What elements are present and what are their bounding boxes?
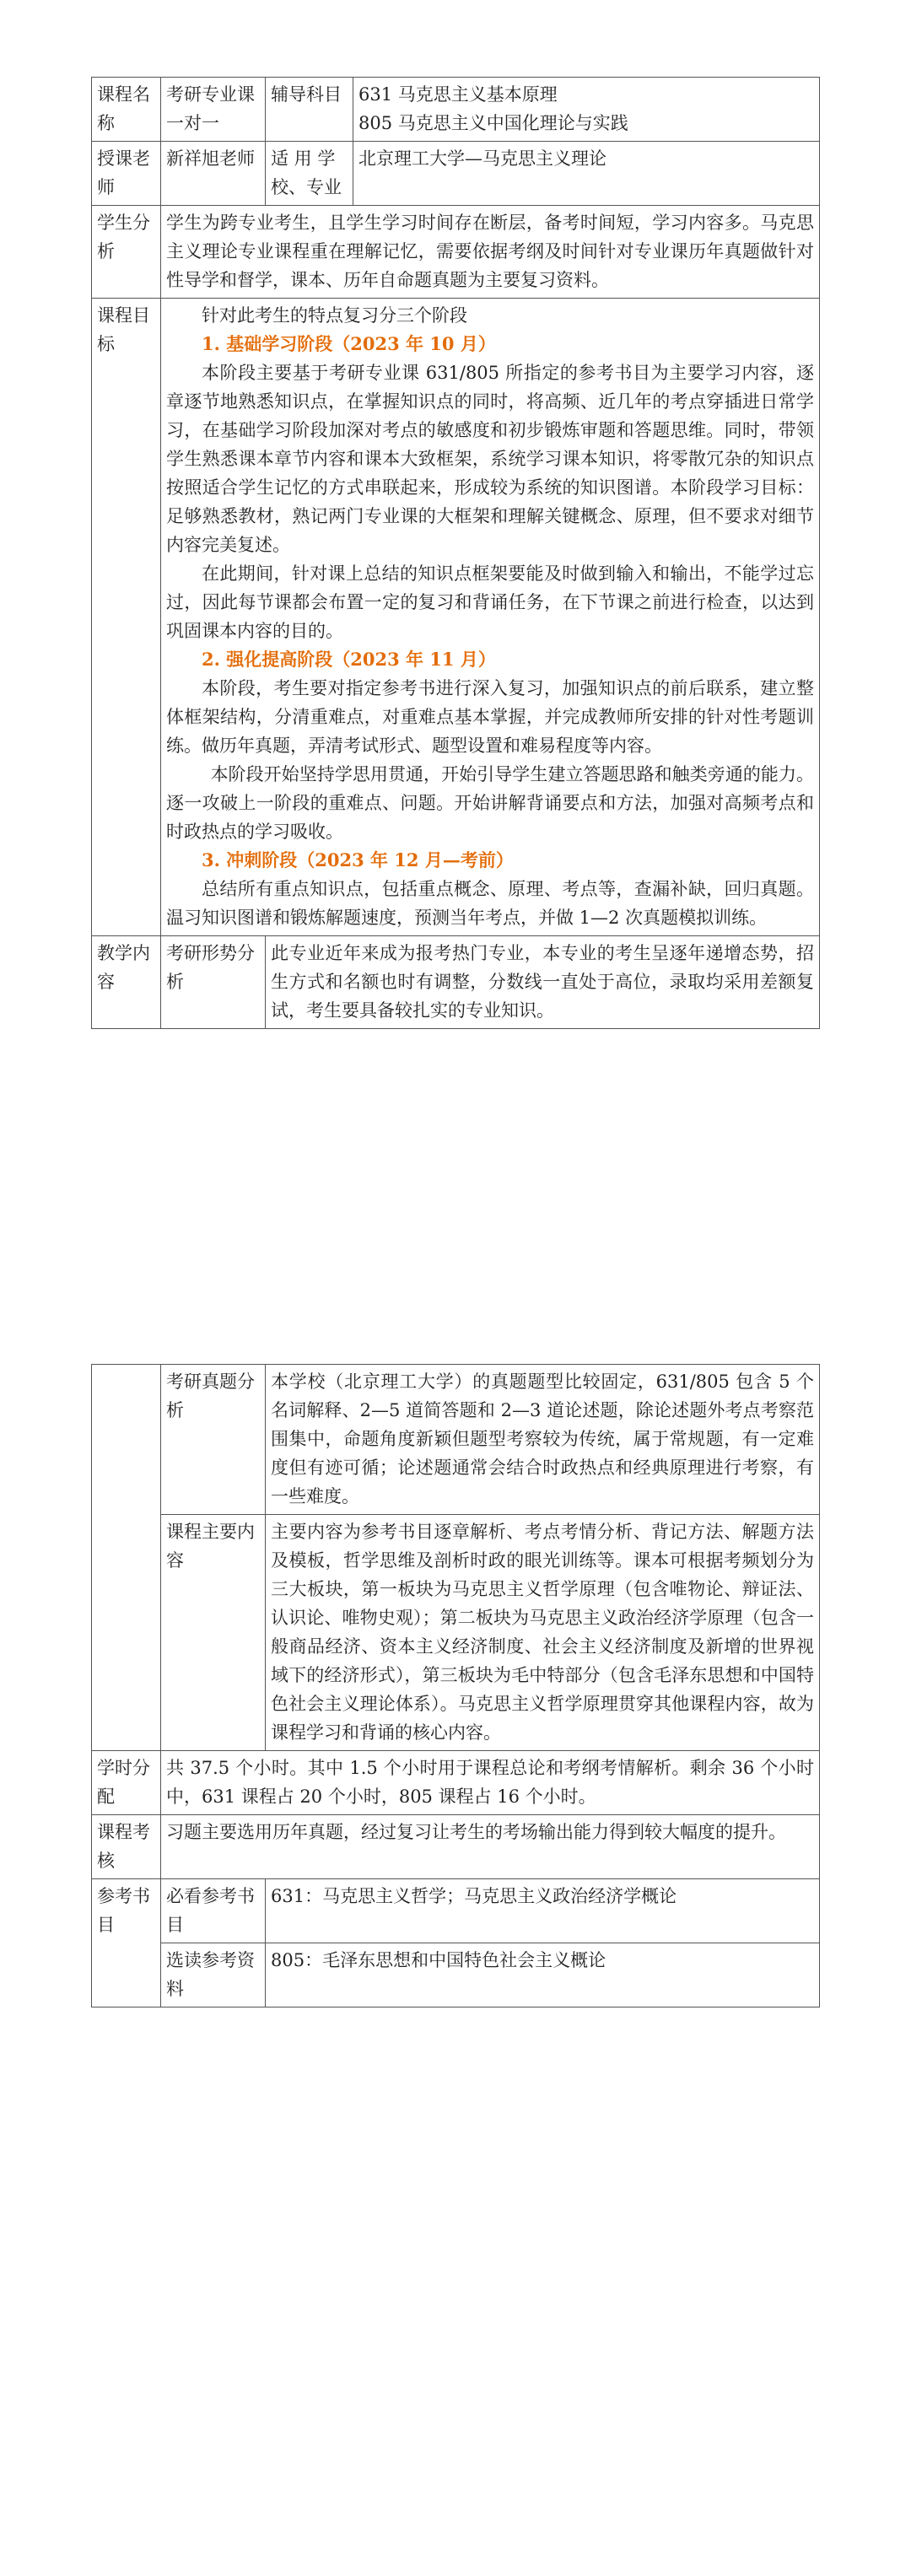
course-plan-table-page-2 (91, 1364, 820, 2007)
stage3-paragraph-1: 总结所有重点知识点，包括重点概念、原理、考点等，查漏补缺，回归真题。温习知识图谱和锻炼解题速度，预测当年考点，并做 1—2 次真题模拟训练。 (166, 879, 814, 928)
subject-value (353, 78, 820, 142)
course-name-label: 课程名称 (92, 78, 161, 142)
course-plan-table-page-1 (91, 77, 820, 1029)
stage1-heading: 1. 基础学习阶段（2023 年 10 月） (202, 333, 496, 354)
goal-intro: 针对此考生的特点复习分三个阶段 (202, 305, 467, 326)
school-value: 北京理工大学—马克思主义理论 (353, 142, 820, 206)
student-value: 学生为跨专业考生，且学生学习时间存在断层，备考时间短，学习内容多。马克思主义理论专业课程重在理解记忆，需要依据考纲及时间针对专业课历年真题做针对性导学和督学，课本、历年自命题真题为主要复习资料。 (161, 206, 820, 299)
teacher-label: 授课老师 (92, 142, 161, 206)
goal-row (92, 299, 820, 936)
books-label: 参考书目 (92, 1879, 161, 2007)
assessment-row (92, 1815, 820, 1879)
student-row (92, 206, 820, 299)
trend-value: 此专业近年来成为报考热门专业，本专业的考生呈逐年递增态势，招生方式和名额也时有调整，分数线一直处于高位，录取均采用差额复试，考生要具备较扎实的专业知识。 (266, 936, 820, 1029)
stage3-heading: 3. 冲刺阶段（2023 年 12 月—考前） (202, 849, 514, 870)
main-content-row (92, 1515, 820, 1751)
optional-books-row (92, 1943, 820, 2007)
subject-label: 辅导科目 (266, 78, 353, 142)
teacher-value: 新祥旭老师 (161, 142, 266, 206)
goal-label: 课程目标 (92, 299, 161, 936)
content-label: 教学内容 (92, 936, 161, 1029)
subject-line-631: 631 马克思主义基本原理 (358, 84, 558, 105)
content-label-continued (92, 1365, 161, 1751)
optional-books-value: 805：毛泽东思想和中国特色社会主义概论 (266, 1943, 820, 2007)
content-row (92, 936, 820, 1029)
exam-analysis-value: 本学校（北京理工大学）的真题题型比较固定，631/805 包含 5 个名词解释、2—5 道简答题和 2—3 道论述题，除论述题外考点考察范围集中，命题角度新颖但题型考察较为传统，属于常规题，有一定难度但有迹可循；论述题通常会结合时政热点和经典原理进行考察，有一些难度。 (266, 1365, 820, 1515)
trend-label: 考研形势分析 (161, 936, 266, 1029)
main-content-label: 课程主要内容 (161, 1515, 266, 1751)
assessment-value: 习题主要选用历年真题，经过复习让考生的考场输出能力得到较大幅度的提升。 (161, 1815, 820, 1879)
hours-value: 共 37.5 个小时。其中 1.5 个小时用于课程总论和考纲考情解析。剩余 36 个小时中，631 课程占 20 个小时，805 课程占 16 个小时。 (161, 1751, 820, 1815)
main-content-value: 主要内容为参考书目逐章解析、考点考情分析、背记方法、解题方法及模板，哲学思维及剖析时政的眼光训练等。课本可根据考频划分为三大板块，第一板块为马克思主义哲学原理（包含唯物论、辩证法、认识论、唯物史观）；第二板块为马克思主义政治经济学原理（包含一般商品经济、资本主义经济制度、社会主义经济制度及新增的世界视域下的经济形式），第三板块为毛中特部分（包含毛泽东思想和中国特色社会主义理论体系）。马克思主义哲学原理贯穿其他课程内容，故为课程学习和背诵的核心内容。 (266, 1515, 820, 1751)
stage1-paragraph-2: 在此期间，针对课上总结的知识点框架要能及时做到输入和输出，不能学过忘过，因此每节课都会布置一定的复习和背诵任务，在下节课之前进行检查，以达到巩固课本内容的目的。 (166, 563, 814, 641)
optional-books-label: 选读参考资料 (161, 1943, 266, 2007)
stage2-paragraph-2: 本阶段开始坚持学思用贯通，开始引导学生建立答题思路和触类旁通的能力。逐一攻破上一阶段的重难点、问题。开始讲解背诵要点和方法，加强对高频考点和时政热点的学习吸收。 (166, 764, 814, 842)
required-books-row (92, 1879, 820, 1943)
stage2-paragraph-1: 本阶段，考生要对指定参考书进行深入复习，加强知识点的前后联系，建立整体框架结构，分清重难点，对重难点基本掌握，并完成教师所安排的针对性考题训练。做历年真题，弄清考试形式、题型设置和难易程度等内容。 (166, 678, 814, 756)
hours-label: 学时分配 (92, 1751, 161, 1815)
student-label: 学生分析 (92, 206, 161, 299)
course-name-value: 考研专业课一对一 (161, 78, 266, 142)
required-books-value: 631：马克思主义哲学；马克思主义政治经济学概论 (266, 1879, 820, 1943)
stage2-heading: 2. 强化提高阶段（2023 年 11 月） (202, 649, 496, 670)
exam-analysis-label: 考研真题分析 (161, 1365, 266, 1515)
goal-content (161, 299, 820, 936)
required-books-label: 必看参考书目 (161, 1879, 266, 1943)
teacher-row (92, 142, 820, 206)
course-name-row (92, 78, 820, 142)
stage1-paragraph-1: 本阶段主要基于考研专业课 631/805 所指定的参考书目为主要学习内容，逐章逐节地熟悉知识点，在掌握知识点的同时，将高频、近几年的考点穿插进日常学习，在基础学习阶段加深对考点的敏感度和初步锻炼审题和答题思维。同时，带领学生熟悉课本章节内容和课本大致框架，系统学习课本知识，将零散冗杂的知识点按照适合学生记忆的方式串联起来，形成较为系统的知识图谱。本阶段学习目标：足够熟悉教材，熟记两门专业课的大框架和理解关键概念、原理，但不要求对细节内容完美复述。 (166, 363, 814, 555)
hours-row (92, 1751, 820, 1815)
subject-line-805: 805 马克思主义中国化理论与实践 (358, 113, 628, 133)
exam-analysis-row (92, 1365, 820, 1515)
assessment-label: 课程考核 (92, 1815, 161, 1879)
school-label: 适 用 学校、专业 (266, 142, 353, 206)
